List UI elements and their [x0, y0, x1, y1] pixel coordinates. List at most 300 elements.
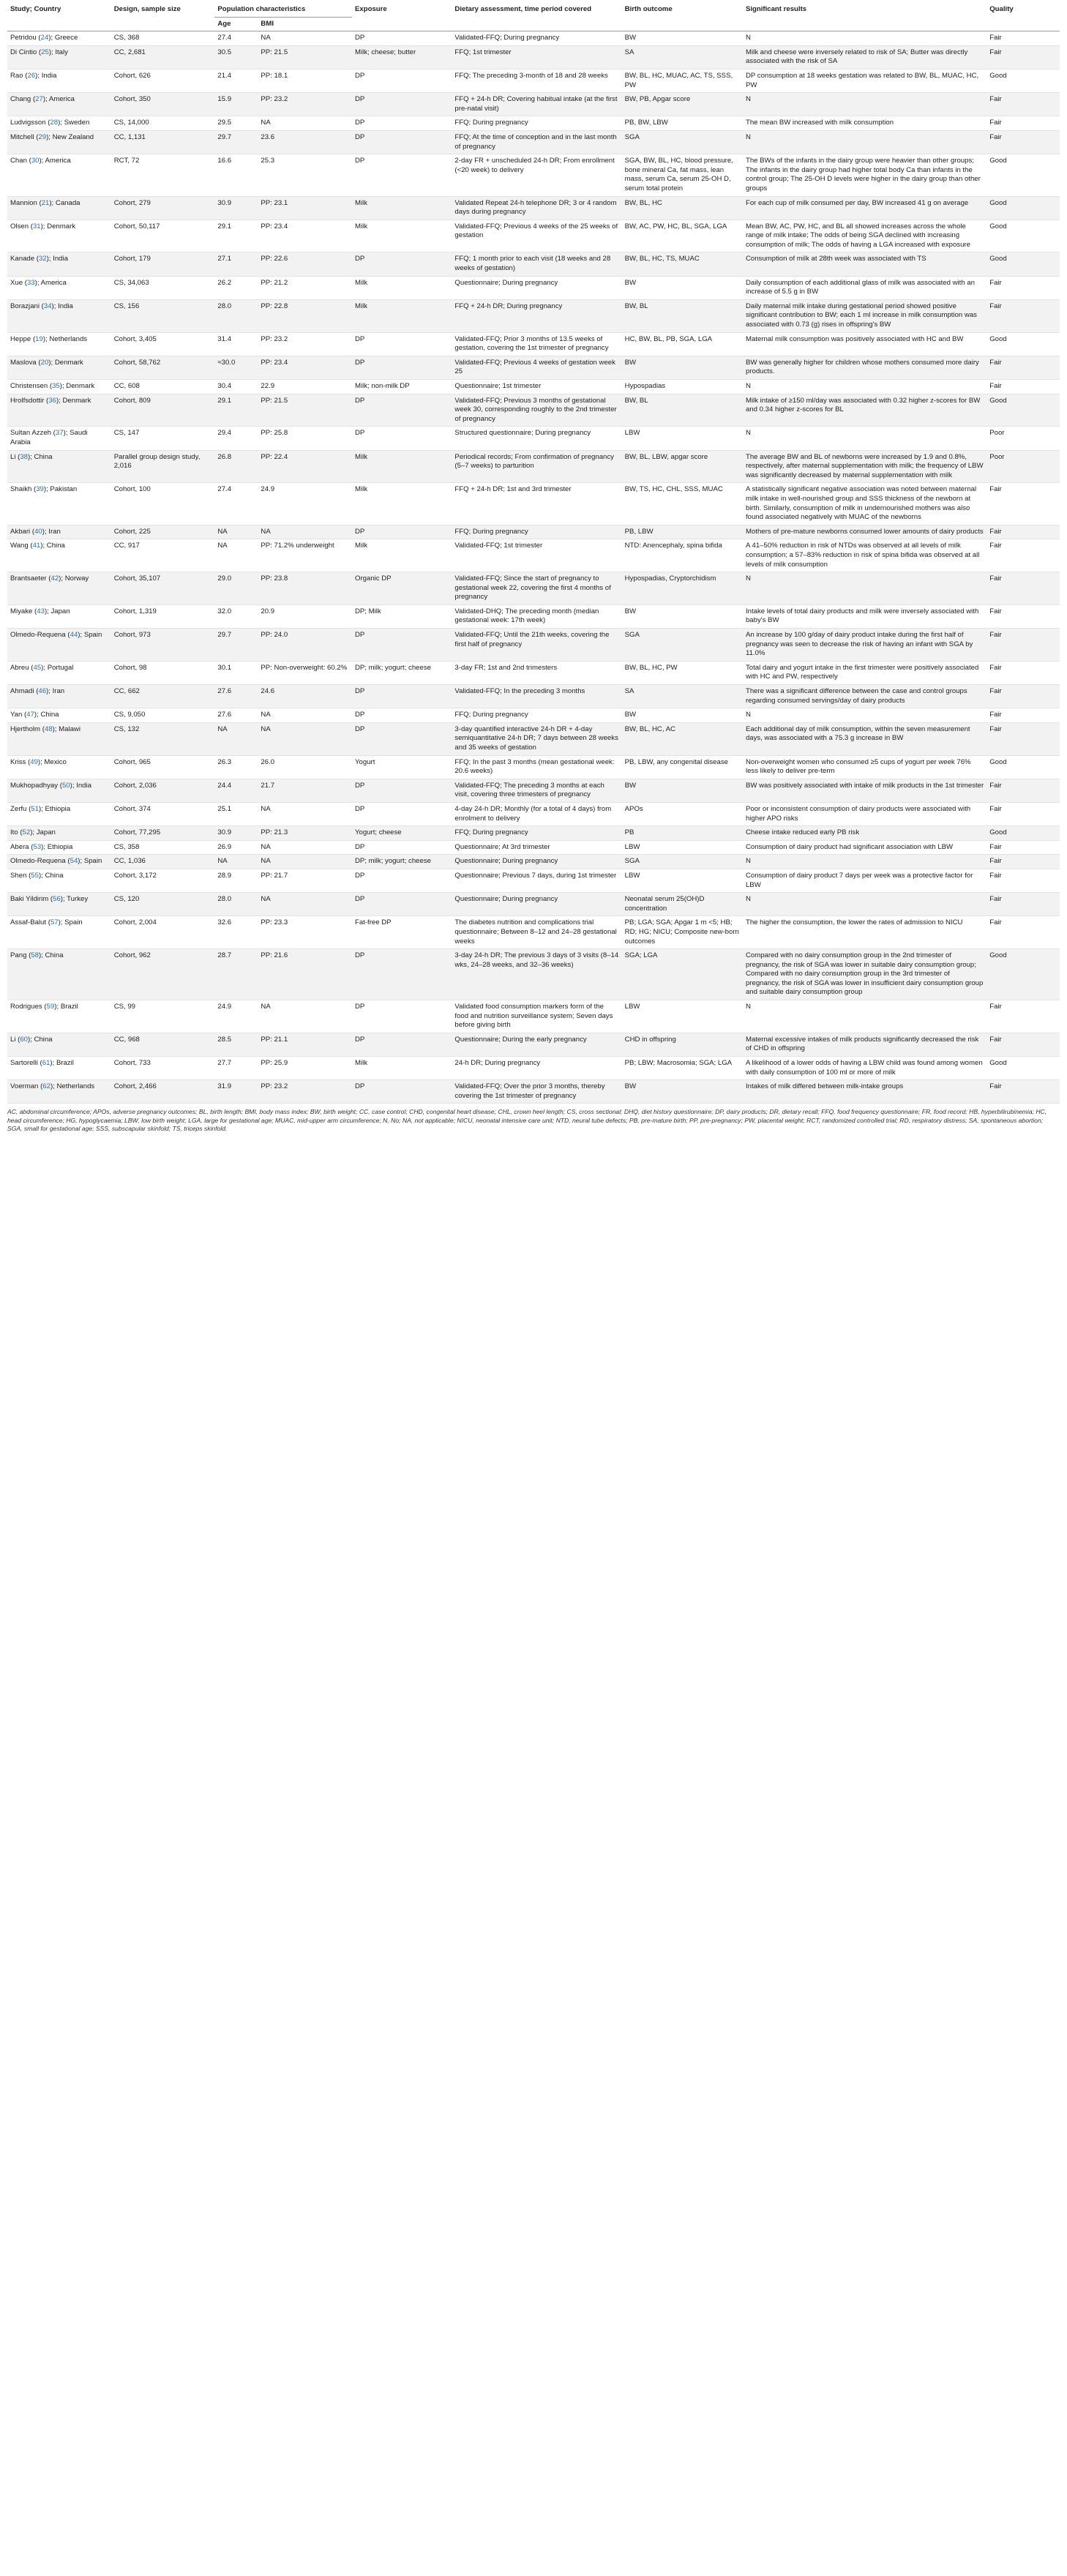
cell-study: Hrolfsdottir (36); Denmark: [7, 394, 111, 427]
cell-study: Mannion (21); Canada: [7, 196, 111, 220]
cell-study: Kanade (32); India: [7, 252, 111, 276]
study-name: Kriss: [10, 757, 26, 766]
cell-exposure: Fat-free DP: [352, 916, 452, 949]
cell-quality: Good: [986, 949, 1060, 1000]
reference-link[interactable]: 32: [38, 255, 47, 263]
reference-link[interactable]: 37: [55, 429, 64, 438]
cell-design: CC, 2,681: [111, 45, 215, 69]
reference-link[interactable]: 36: [48, 396, 56, 405]
reference-link[interactable]: 56: [53, 895, 61, 904]
study-country: New Zealand: [52, 132, 94, 141]
cell-results: N: [743, 31, 986, 46]
cell-age: 30.5: [214, 45, 258, 69]
study-name: Sartorelli: [10, 1059, 38, 1068]
study-name: Brantsaeter: [10, 574, 47, 583]
table-row: [7, 116, 1060, 131]
cell-dietary: 3-day 24-h DR; The previous 3 days of 3 visits (8–14 wks, 24–28 weeks, and 32–36 weeks): [452, 949, 621, 1000]
cell-exposure: DP: [352, 840, 452, 855]
cell-dietary: Periodical records; From confirmation of pregnancy (5–7 weeks) to parturition: [452, 450, 621, 483]
study-name: Yan: [10, 711, 23, 719]
cell-outcome: LBW: [622, 427, 743, 450]
cell-study: Maslova (20); Denmark: [7, 356, 111, 379]
cell-bmi: NA: [258, 708, 352, 723]
table-row: [7, 629, 1060, 662]
cell-design: CS, 14,000: [111, 116, 215, 131]
cell-study: Chang (27); America: [7, 93, 111, 116]
cell-design: CC, 662: [111, 685, 215, 708]
cell-bmi: 26.0: [258, 755, 352, 779]
cell-dietary: Validated-FFQ; Prior 3 months of 13.5 weeks of gestation, covering the 1st trimester of pregnancy: [452, 332, 621, 356]
cell-design: CS, 156: [111, 299, 215, 332]
study-country: Greece: [54, 34, 78, 42]
cell-study: Akbari (40); Iran: [7, 525, 111, 539]
cell-quality: Fair: [986, 708, 1060, 723]
cell-results: N: [743, 93, 986, 116]
study-name: Li: [10, 1035, 16, 1044]
cell-results: N: [743, 855, 986, 869]
study-country: China: [34, 1035, 53, 1044]
reference-link[interactable]: 20: [40, 358, 49, 367]
reference-link[interactable]: 25: [41, 48, 49, 56]
reference-link[interactable]: 44: [70, 631, 78, 640]
cell-outcome: BW, BL: [622, 394, 743, 427]
cell-results: Intake levels of total dairy products and milk were inversely associated with baby's BW: [743, 604, 986, 628]
cell-quality: Poor: [986, 450, 1060, 483]
cell-age: 24.9: [214, 1000, 258, 1033]
cell-bmi: 24.9: [258, 483, 352, 525]
cell-age: 28.5: [214, 1033, 258, 1056]
study-country: India: [53, 255, 68, 263]
cell-study: Xue (33); America: [7, 276, 111, 299]
table-row: [7, 380, 1060, 394]
reference-link[interactable]: 49: [30, 757, 38, 766]
table-header: [7, 3, 1060, 31]
reference-link[interactable]: 41: [32, 542, 41, 550]
reference-link[interactable]: 34: [43, 302, 52, 310]
reference-link[interactable]: 43: [37, 607, 45, 615]
cell-results: Each additional day of milk consumption, within the seven measurement days, was associated with a 75.3 g increase in BW: [743, 722, 986, 755]
cell-bmi: PP: 23.8: [258, 572, 352, 605]
reference-link[interactable]: 53: [33, 842, 42, 851]
study-name: Chang: [10, 95, 31, 104]
reference-link[interactable]: 58: [31, 951, 39, 960]
study-country: China: [45, 871, 64, 880]
table-row: [7, 45, 1060, 69]
cell-quality: Fair: [986, 722, 1060, 755]
cell-design: Cohort, 2,466: [111, 1080, 215, 1104]
table-row: [7, 661, 1060, 684]
study-country: Turkey: [67, 895, 89, 904]
table-row: [7, 802, 1060, 825]
cell-results: There was a significant difference between the case and control groups regarding consumed servings/day of dairy products: [743, 685, 986, 708]
table-row: [7, 604, 1060, 628]
cell-design: Cohort, 3,172: [111, 869, 215, 892]
reference-link[interactable]: 19: [35, 334, 43, 343]
study-country: Iran: [48, 527, 61, 536]
reference-link[interactable]: 57: [50, 918, 59, 927]
cell-design: Cohort, 2,004: [111, 916, 215, 949]
cell-exposure: DP: [352, 802, 452, 825]
cell-exposure: DP: [352, 708, 452, 723]
cell-age: 29.1: [214, 220, 258, 252]
cell-quality: Good: [986, 220, 1060, 252]
cell-age: 26.3: [214, 755, 258, 779]
cell-results: Milk intake of ≥150 ml/day was associated with 0.32 higher z-scores for BW and 0.34 higher z-scores for BL: [743, 394, 986, 427]
table-row: [7, 154, 1060, 196]
cell-exposure: Milk: [352, 276, 452, 299]
cell-study: Miyake (43); Japan: [7, 604, 111, 628]
reference-link[interactable]: 26: [27, 71, 36, 80]
study-country: Denmark: [54, 358, 83, 367]
cell-design: CS, 99: [111, 1000, 215, 1033]
cell-outcome: PB, LBW, any congenital disease: [622, 755, 743, 779]
table-row: [7, 276, 1060, 299]
cell-age: 27.4: [214, 31, 258, 46]
cell-outcome: SGA, BW, BL, HC, blood pressure, bone mineral Ca, fat mass, lean mass, serum Ca, serum 25-OH D, serum total protein: [622, 154, 743, 196]
reference-link[interactable]: 45: [33, 663, 42, 672]
cell-outcome: PB, LBW: [622, 525, 743, 539]
cell-design: Cohort, 35,107: [111, 572, 215, 605]
study-name: Ito: [10, 828, 18, 837]
study-country: Ethiopia: [45, 804, 71, 813]
cell-quality: Good: [986, 69, 1060, 92]
study-name: Mitchell: [10, 132, 34, 141]
cell-study: Abera (53); Ethiopia: [7, 840, 111, 855]
studies-table: [7, 3, 1060, 1104]
cell-outcome: BW, BL, LBW, apgar score: [622, 450, 743, 483]
cell-quality: Fair: [986, 1080, 1060, 1104]
cell-outcome: BW, PB, Apgar score: [622, 93, 743, 116]
study-country: Japan: [36, 828, 56, 837]
cell-design: CC, 608: [111, 380, 215, 394]
study-name: Akbari: [10, 527, 31, 536]
cell-exposure: DP; milk; yogurt; cheese: [352, 661, 452, 684]
study-name: Heppe: [10, 334, 31, 343]
reference-link[interactable]: 40: [34, 527, 42, 536]
study-country: India: [41, 71, 57, 80]
cell-bmi: 20.9: [258, 604, 352, 628]
cell-results: Cheese intake reduced early PB risk: [743, 826, 986, 841]
cell-results: Poor or inconsistent consumption of dairy products were associated with higher APO risks: [743, 802, 986, 825]
cell-study: Assaf-Balut (57); Spain: [7, 916, 111, 949]
cell-dietary: 4-day 24-h DR; Monthly (for a total of 4 days) from enrolment to delivery: [452, 802, 621, 825]
cell-study: Abreu (45); Portugal: [7, 661, 111, 684]
cell-exposure: DP: [352, 394, 452, 427]
table-row: [7, 1080, 1060, 1104]
cell-bmi: NA: [258, 802, 352, 825]
study-name: Mannion: [10, 198, 37, 207]
cell-results: Mothers of pre-mature newborns consumed lower amounts of dairy products: [743, 525, 986, 539]
cell-dietary: Validated Repeat 24-h telephone DR; 3 or 4 random days during pregnancy: [452, 196, 621, 220]
reference-link[interactable]: 27: [35, 95, 43, 104]
cell-dietary: FFQ; In the past 3 months (mean gestational week: 20.6 weeks): [452, 755, 621, 779]
reference-link[interactable]: 33: [26, 278, 35, 287]
study-name: Voerman: [10, 1082, 39, 1091]
study-country: China: [40, 711, 59, 719]
study-country: Norway: [64, 574, 89, 583]
cell-quality: Good: [986, 196, 1060, 220]
cell-results: Mean BW, AC, PW, HC, and BL all showed increases across the whole range of milk intake; The odds of being SGA declined with increasing consumption of milk; The odds of having a LGA increased with exposure: [743, 220, 986, 252]
cell-outcome: BW, BL, HC, MUAC, AC, TS, SSS, PW: [622, 69, 743, 92]
table-row: [7, 708, 1060, 723]
cell-bmi: NA: [258, 722, 352, 755]
cell-study: Brantsaeter (42); Norway: [7, 572, 111, 605]
header-study: Study; Country: [7, 3, 111, 31]
cell-outcome: BW: [622, 1080, 743, 1104]
cell-results: BW was positively associated with intake of milk products in the 1st trimester: [743, 779, 986, 802]
reference-link[interactable]: 38: [20, 452, 29, 461]
cell-study: Di Cintio (25); Italy: [7, 45, 111, 69]
cell-bmi: PP: 25.8: [258, 427, 352, 450]
cell-results: N: [743, 380, 986, 394]
reference-link[interactable]: 29: [38, 132, 47, 141]
reference-link[interactable]: 61: [42, 1059, 50, 1068]
cell-outcome: BW, TS, HC, CHL, SSS, MUAC: [622, 483, 743, 525]
cell-study: Li (60); China: [7, 1033, 111, 1056]
reference-link[interactable]: 30: [31, 157, 40, 165]
table-row: [7, 252, 1060, 276]
cell-results: Compared with no dairy consumption group in the 2nd trimester of pregnancy, the risk of SGA was lower in suitable dairy consumption group; Compared with no dairy consumption group in the 3rd trimester of pregnancy, the risk of SGA was lower in insufficient dairy consumption group and suitable dairy consumption group: [743, 949, 986, 1000]
cell-bmi: PP: 23.3: [258, 916, 352, 949]
cell-results: Intakes of milk differed between milk-intake groups: [743, 1080, 986, 1104]
reference-link[interactable]: 31: [32, 222, 41, 231]
cell-design: Cohort, 1,319: [111, 604, 215, 628]
cell-bmi: NA: [258, 525, 352, 539]
cell-bmi: PP: 21.3: [258, 826, 352, 841]
cell-results: Maternal excessive intakes of milk products significantly decreased the risk of CHD in offspring: [743, 1033, 986, 1056]
cell-age: 28.9: [214, 869, 258, 892]
reference-link[interactable]: 35: [52, 382, 60, 390]
reference-link[interactable]: 24: [40, 34, 49, 42]
table-row: [7, 196, 1060, 220]
study-name: Hjertholm: [10, 724, 41, 733]
reference-link[interactable]: 48: [44, 724, 53, 733]
reference-link[interactable]: 54: [70, 857, 78, 866]
cell-bmi: NA: [258, 1000, 352, 1033]
cell-dietary: Questionnaire; Previous 7 days, during 1st trimester: [452, 869, 621, 892]
cell-results: The average BW and BL of newborns were increased by 1.9 and 0.8%, respectively, after maternal supplementation with milk; the frequency of LBW was significantly decreased by maternal supplementation with milk: [743, 450, 986, 483]
study-country: Japan: [50, 607, 70, 615]
cell-outcome: PB: [622, 826, 743, 841]
cell-results: Consumption of dairy product 7 days per week was a protective factor for LBW: [743, 869, 986, 892]
reference-link[interactable]: 60: [20, 1035, 29, 1044]
reference-link[interactable]: 59: [46, 1003, 55, 1011]
reference-link[interactable]: 21: [41, 198, 50, 207]
reference-link[interactable]: 55: [31, 871, 39, 880]
reference-link[interactable]: 62: [42, 1082, 50, 1091]
reference-link[interactable]: 42: [50, 574, 59, 583]
cell-bmi: PP: 23.2: [258, 1080, 352, 1104]
cell-study: Heppe (19); Netherlands: [7, 332, 111, 356]
reference-link[interactable]: 47: [26, 711, 34, 719]
cell-quality: Fair: [986, 116, 1060, 131]
cell-results: An increase by 100 g/day of dairy product intake during the first half of pregnancy was seen to decrease the risk of having an infant with SGA by 11.0%: [743, 629, 986, 662]
reference-link[interactable]: 39: [36, 485, 44, 494]
cell-age: NA: [214, 525, 258, 539]
cell-results: The higher the consumption, the lower the rates of admission to NICU: [743, 916, 986, 949]
reference-link[interactable]: 50: [61, 781, 70, 790]
table-row: [7, 356, 1060, 379]
study-name: Rao: [10, 71, 23, 80]
cell-age: 27.6: [214, 685, 258, 708]
cell-dietary: Questionnaire; During pregnancy: [452, 855, 621, 869]
study-name: Petridou: [10, 34, 37, 42]
cell-dietary: Validated-FFQ; 1st trimester: [452, 539, 621, 572]
cell-bmi: PP: 23.2: [258, 332, 352, 356]
cell-results: Maternal milk consumption was positively associated with HC and BW: [743, 332, 986, 356]
study-name: Wang: [10, 542, 29, 550]
cell-bmi: 21.7: [258, 779, 352, 802]
cell-bmi: NA: [258, 31, 352, 46]
cell-dietary: FFQ; During pregnancy: [452, 116, 621, 131]
study-country: Brazil: [60, 1003, 78, 1011]
cell-outcome: BW: [622, 708, 743, 723]
cell-dietary: FFQ + 24-h DR; 1st and 3rd trimester: [452, 483, 621, 525]
cell-study: Ahmadi (46); Iran: [7, 685, 111, 708]
study-country: Canada: [55, 198, 81, 207]
cell-age: 32.0: [214, 604, 258, 628]
cell-quality: Good: [986, 755, 1060, 779]
study-name: Zerfu: [10, 804, 27, 813]
study-country: India: [58, 302, 73, 310]
table-row: [7, 525, 1060, 539]
cell-results: The mean BW increased with milk consumption: [743, 116, 986, 131]
cell-exposure: DP: [352, 949, 452, 1000]
cell-results: Non-overweight women who consumed ≥5 cups of yogurt per week 76% less likely to deliver pre-term: [743, 755, 986, 779]
study-country: America: [40, 278, 67, 287]
cell-results: N: [743, 893, 986, 916]
study-country: Malawi: [59, 724, 81, 733]
cell-exposure: DP: [352, 525, 452, 539]
cell-exposure: DP: [352, 685, 452, 708]
cell-design: CS, 132: [111, 722, 215, 755]
reference-link[interactable]: 52: [22, 828, 31, 837]
study-country: Mexico: [44, 757, 67, 766]
cell-bmi: PP: 22.4: [258, 450, 352, 483]
cell-outcome: SGA: [622, 130, 743, 154]
study-country: Netherlands: [49, 334, 88, 343]
cell-age: 29.5: [214, 116, 258, 131]
cell-bmi: PP: 71.2% underweight: [258, 539, 352, 572]
cell-results: The BWs of the infants in the dairy group were heavier than other groups; The infants in the dairy group had higher total body Ca than infants in the control group; The 25-OH D levels were higher in the dairy group than other groups: [743, 154, 986, 196]
cell-results: A statistically significant negative association was noted between maternal milk intake in well-nourished group and SSS thickness of the newborn at birth. Similarly, consumption of milk in undernourished mothers was also found associated negatively with MUAC of the newborns: [743, 483, 986, 525]
cell-design: Cohort, 965: [111, 755, 215, 779]
table-row: [7, 427, 1060, 450]
cell-dietary: Structured questionnaire; During pregnancy: [452, 427, 621, 450]
cell-design: Cohort, 809: [111, 394, 215, 427]
cell-outcome: BW: [622, 604, 743, 628]
cell-study: Chan (30); America: [7, 154, 111, 196]
cell-outcome: BW, BL, HC, PW: [622, 661, 743, 684]
cell-design: Cohort, 2,036: [111, 779, 215, 802]
cell-study: Hjertholm (48); Malawi: [7, 722, 111, 755]
study-name: Borazjani: [10, 302, 40, 310]
reference-link[interactable]: 46: [38, 687, 47, 696]
cell-outcome: Hypospadias: [622, 380, 743, 394]
cell-dietary: Validated-FFQ; Previous 4 weeks of gestation week 25: [452, 356, 621, 379]
cell-bmi: 23.6: [258, 130, 352, 154]
cell-dietary: The diabetes nutrition and complications trial questionnaire; Between 8–12 and 24–28 gestational weeks: [452, 916, 621, 949]
study-country: Ethiopia: [47, 842, 73, 851]
cell-outcome: BW, BL, HC, AC: [622, 722, 743, 755]
cell-exposure: DP: [352, 779, 452, 802]
cell-bmi: NA: [258, 840, 352, 855]
header-design: Design, sample size: [111, 3, 215, 31]
reference-link[interactable]: 28: [50, 119, 59, 127]
cell-outcome: LBW: [622, 1000, 743, 1033]
table-row: [7, 855, 1060, 869]
cell-age: 26.8: [214, 450, 258, 483]
study-name: Assaf-Balut: [10, 918, 47, 927]
cell-quality: Fair: [986, 604, 1060, 628]
cell-dietary: Questionnaire; 1st trimester: [452, 380, 621, 394]
cell-exposure: DP: [352, 722, 452, 755]
cell-quality: Fair: [986, 685, 1060, 708]
reference-link[interactable]: 51: [31, 804, 39, 813]
cell-age: 26.2: [214, 276, 258, 299]
cell-dietary: Questionnaire; At 3rd trimester: [452, 840, 621, 855]
cell-outcome: LBW: [622, 840, 743, 855]
cell-outcome: HC, BW, BL, PB, SGA, LGA: [622, 332, 743, 356]
cell-design: CC, 968: [111, 1033, 215, 1056]
cell-quality: Fair: [986, 893, 1060, 916]
cell-dietary: Validated-FFQ; Previous 4 weeks of the 25 weeks of gestation: [452, 220, 621, 252]
cell-outcome: SGA: [622, 855, 743, 869]
cell-bmi: PP: 21.5: [258, 45, 352, 69]
cell-outcome: SGA; LGA: [622, 949, 743, 1000]
cell-age: 28.7: [214, 949, 258, 1000]
cell-design: CC, 1,036: [111, 855, 215, 869]
table-row: [7, 220, 1060, 252]
cell-results: N: [743, 130, 986, 154]
cell-outcome: NTD: Anencephaly, spina bifida: [622, 539, 743, 572]
cell-dietary: Validated-FFQ; During pregnancy: [452, 31, 621, 46]
cell-results: For each cup of milk consumed per day, BW increased 41 g on average: [743, 196, 986, 220]
cell-age: NA: [214, 855, 258, 869]
cell-exposure: Milk: [352, 539, 452, 572]
table-row: [7, 826, 1060, 841]
cell-age: 31.9: [214, 1080, 258, 1104]
cell-exposure: Milk: [352, 220, 452, 252]
table-row: [7, 332, 1060, 356]
table-row: [7, 1057, 1060, 1080]
cell-quality: Fair: [986, 299, 1060, 332]
cell-quality: Good: [986, 154, 1060, 196]
cell-bmi: PP: Non-overweight: 60.2%: [258, 661, 352, 684]
cell-age: 27.1: [214, 252, 258, 276]
cell-exposure: DP: [352, 869, 452, 892]
study-country: Saudi Arabia: [10, 429, 88, 446]
cell-quality: Fair: [986, 916, 1060, 949]
cell-results: A likelihood of a lower odds of having a LBW child was found among women with daily consumption of 100 ml or more of milk: [743, 1057, 986, 1080]
cell-outcome: PB; LGA; SGA; Apgar 1 m <5; HB; RD; HG; NICU; Composite new-born outcomes: [622, 916, 743, 949]
cell-design: CC, 917: [111, 539, 215, 572]
cell-design: Cohort, 50,117: [111, 220, 215, 252]
cell-dietary: Validated-FFQ; Over the prior 3 months, thereby covering the 1st trimester of pregnancy: [452, 1080, 621, 1104]
table-row: [7, 572, 1060, 605]
cell-design: Cohort, 626: [111, 69, 215, 92]
study-name: Olsen: [10, 222, 29, 231]
cell-bmi: NA: [258, 855, 352, 869]
cell-study: Yan (47); China: [7, 708, 111, 723]
cell-study: Zerfu (51); Ethiopia: [7, 802, 111, 825]
document-page: [0, 0, 1067, 1134]
cell-dietary: Validated-FFQ; Until the 21th weeks, covering the first half of pregnancy: [452, 629, 621, 662]
table-row: [7, 299, 1060, 332]
cell-dietary: FFQ; 1 month prior to each visit (18 weeks and 28 weeks of gestation): [452, 252, 621, 276]
cell-age: 30.9: [214, 196, 258, 220]
study-name: Kanade: [10, 255, 35, 263]
